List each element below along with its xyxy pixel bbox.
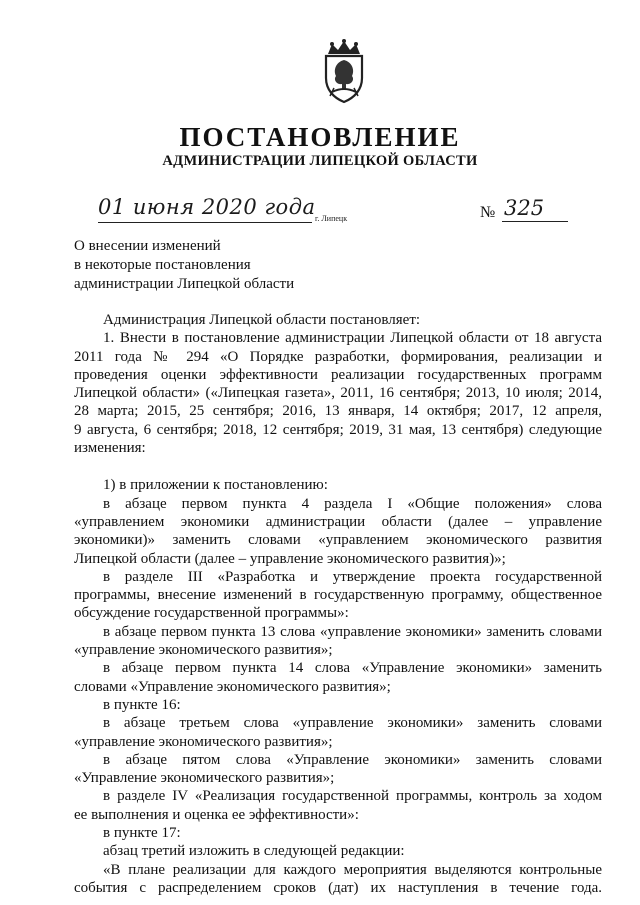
paragraph-gap <box>74 457 602 476</box>
number-sign: № <box>480 204 496 221</box>
body-line: в абзаце первом пункта 13 слова «управление экономики» заменить словами <box>103 623 602 640</box>
body-line: экономики)» заменить словами «управлением экономического развития <box>74 532 602 549</box>
body-line: в разделе IV «Реализация государственной программы, контроль за ходом <box>103 788 602 805</box>
body-line: Липецкой области (далее – управление экономического развития)»; <box>74 550 506 567</box>
document-subtitle: АДМИНИСТРАЦИИ ЛИПЕЦКОЙ ОБЛАСТИ <box>162 153 478 169</box>
body-line: 2011 года № 294 «О Порядке разработки, формирования, реализации и <box>74 348 602 365</box>
body-line: 1) в приложении к постановлению: <box>103 477 328 494</box>
body-line: в абзаце пятом слова «Управление экономики» заменить словами <box>103 751 602 768</box>
body-line: программы, внесение изменений в государственную программу, общественное <box>74 587 602 604</box>
body-line: «Управление экономического развития»; <box>74 770 335 787</box>
document-subject <box>74 237 374 294</box>
subject-line: администрации Липецкой области <box>74 276 295 292</box>
document-title: ПОСТАНОВЛЕНИЕ <box>179 122 461 152</box>
subject-line: в некоторые постановления <box>74 257 251 273</box>
body-line: «управлением экономики администрации области (далее – управление <box>74 513 602 530</box>
body-line: события с распределением сроков (дат) их наступления в течение года. <box>74 879 602 896</box>
subject-line: О внесении изменений <box>74 238 221 254</box>
date-underline <box>98 222 312 223</box>
body-line: изменения: <box>74 440 146 457</box>
body-line: обсуждение государственной программы»: <box>74 605 349 622</box>
body-line: в пункте 17: <box>103 825 181 842</box>
body-line: в разделе III «Разработка и утверждение проекта государственной <box>103 568 602 585</box>
body-line: словами «Управление экономического развития»; <box>74 678 391 695</box>
body-line: «управление экономического развития»; <box>74 642 333 659</box>
body-line: проведения оценки эффективности реализации государственных программ <box>74 366 602 383</box>
body-line: ее выполнения и оценка ее эффективности»: <box>74 806 359 823</box>
coat-of-arms-icon <box>320 38 368 104</box>
body-line: в пункте 16: <box>103 696 181 713</box>
body-line: «управление экономического развития»; <box>74 733 333 750</box>
handwritten-number: 325 <box>504 196 545 220</box>
body-line: в абзаце первом пункта 14 слова «Управление экономики» заменить <box>103 660 602 677</box>
body-line: Администрация Липецкой области постановляет: <box>103 312 421 328</box>
number-underline <box>502 221 568 222</box>
body-line: в абзаце третьем слова «управление экономики» заменить словами <box>103 715 602 732</box>
body-line: 28 марта; 2015, 25 сентября; 2016, 13 января, 14 октября; 2017, 12 апреля, <box>74 403 602 420</box>
handwritten-date: 01 июня 2020 года <box>98 195 316 219</box>
body-line: «В плане реализации для каждого мероприятия выделяются контрольные <box>103 861 602 878</box>
body-line: в абзаце первом пункта 4 раздела I «Общие положения» слова <box>103 495 602 512</box>
document-body <box>74 311 602 897</box>
city-label: г. Липецк <box>315 214 348 223</box>
body-line: 1. Внести в постановление администрации Липецкой области от 18 августа <box>103 330 602 347</box>
body-line: абзац третий изложить в следующей редакции: <box>103 843 405 860</box>
document-number <box>480 196 576 226</box>
body-line: Липецкой области» («Липецкая газета», 2011, 16 сентября; 2013, 10 июля; 2014, <box>74 385 602 402</box>
body-line: 9 августа, 6 сентября; 2018, 12 сентября; 2019, 31 мая, 13 сентября) следующие <box>74 421 602 438</box>
